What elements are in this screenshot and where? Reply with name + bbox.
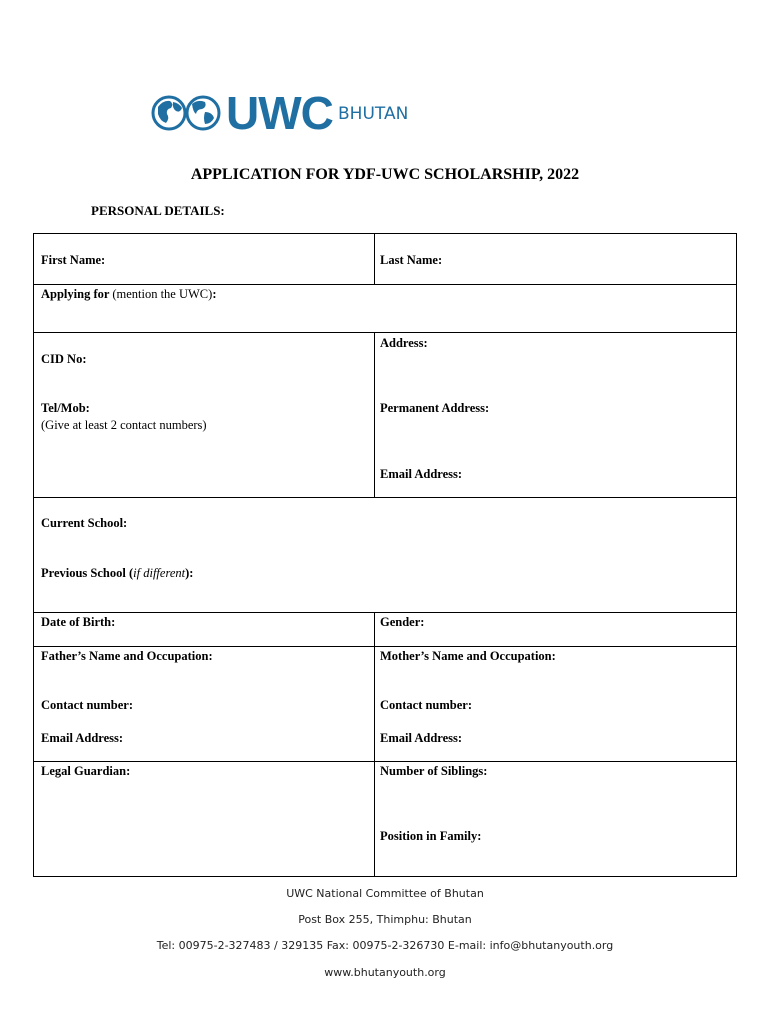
application-form	[33, 233, 737, 877]
applying-for-note: (mention the UWC)	[112, 287, 213, 301]
cid-field[interactable]: CID No:	[41, 352, 87, 366]
dob-field[interactable]: Date of Birth:	[41, 615, 116, 629]
divider	[34, 497, 736, 498]
previous-school-label: Previous School	[41, 566, 126, 580]
applying-for-label: Applying for	[41, 287, 110, 301]
applying-for-field[interactable]	[41, 287, 216, 302]
divider	[374, 234, 375, 284]
footer-org: UWC National Committee of Bhutan	[286, 887, 484, 900]
guardian-field[interactable]: Legal Guardian:	[41, 764, 131, 778]
father-contact-field[interactable]: Contact number:	[41, 698, 134, 712]
logo-subtext: BHUTAN	[338, 104, 409, 124]
divider	[34, 761, 736, 762]
divider	[34, 646, 736, 647]
current-school-field[interactable]: Current School:	[41, 516, 128, 530]
footer-website[interactable]: www.bhutanyouth.org	[324, 966, 446, 979]
page-title: APPLICATION FOR YDF-UWC SCHOLARSHIP, 2022	[190, 166, 580, 183]
email-address-field[interactable]: Email Address:	[380, 467, 463, 481]
logo-wordmark: UWC	[226, 87, 333, 139]
previous-school-open: (	[128, 566, 134, 580]
footer-address: Post Box 255, Thimphu: Bhutan	[298, 913, 472, 926]
footer-contact: Tel: 00975-2-327483 / 329135 Fax: 00975-2-326730 E-mail: info@bhutanyouth.org	[156, 939, 614, 952]
father-field[interactable]: Father’s Name and Occupation:	[41, 649, 213, 663]
position-field[interactable]: Position in Family:	[380, 829, 482, 843]
divider	[34, 332, 736, 333]
last-name-field[interactable]: Last Name:	[380, 253, 443, 267]
section-heading: PERSONAL DETAILS:	[91, 203, 225, 218]
address-field[interactable]: Address:	[380, 336, 428, 350]
gender-field[interactable]: Gender:	[380, 615, 425, 629]
permanent-address-field[interactable]: Permanent Address:	[380, 401, 490, 415]
father-email-field[interactable]: Email Address:	[41, 731, 124, 745]
divider	[34, 284, 736, 285]
divider	[374, 332, 375, 497]
mother-contact-field[interactable]: Contact number:	[380, 698, 473, 712]
mother-email-field[interactable]: Email Address:	[380, 731, 463, 745]
previous-school-field[interactable]	[41, 566, 193, 581]
previous-school-note: if different	[133, 566, 186, 580]
telmob-field[interactable]: Tel/Mob:	[41, 401, 90, 415]
applying-for-colon: :	[212, 287, 217, 301]
siblings-field[interactable]: Number of Siblings:	[380, 764, 488, 778]
previous-school-close: ):	[185, 566, 194, 580]
telmob-note: (Give at least 2 contact numbers)	[41, 418, 207, 432]
first-name-field[interactable]: First Name:	[41, 253, 106, 267]
divider	[34, 612, 736, 613]
divider	[374, 612, 375, 876]
mother-field[interactable]: Mother’s Name and Occupation:	[380, 649, 556, 663]
